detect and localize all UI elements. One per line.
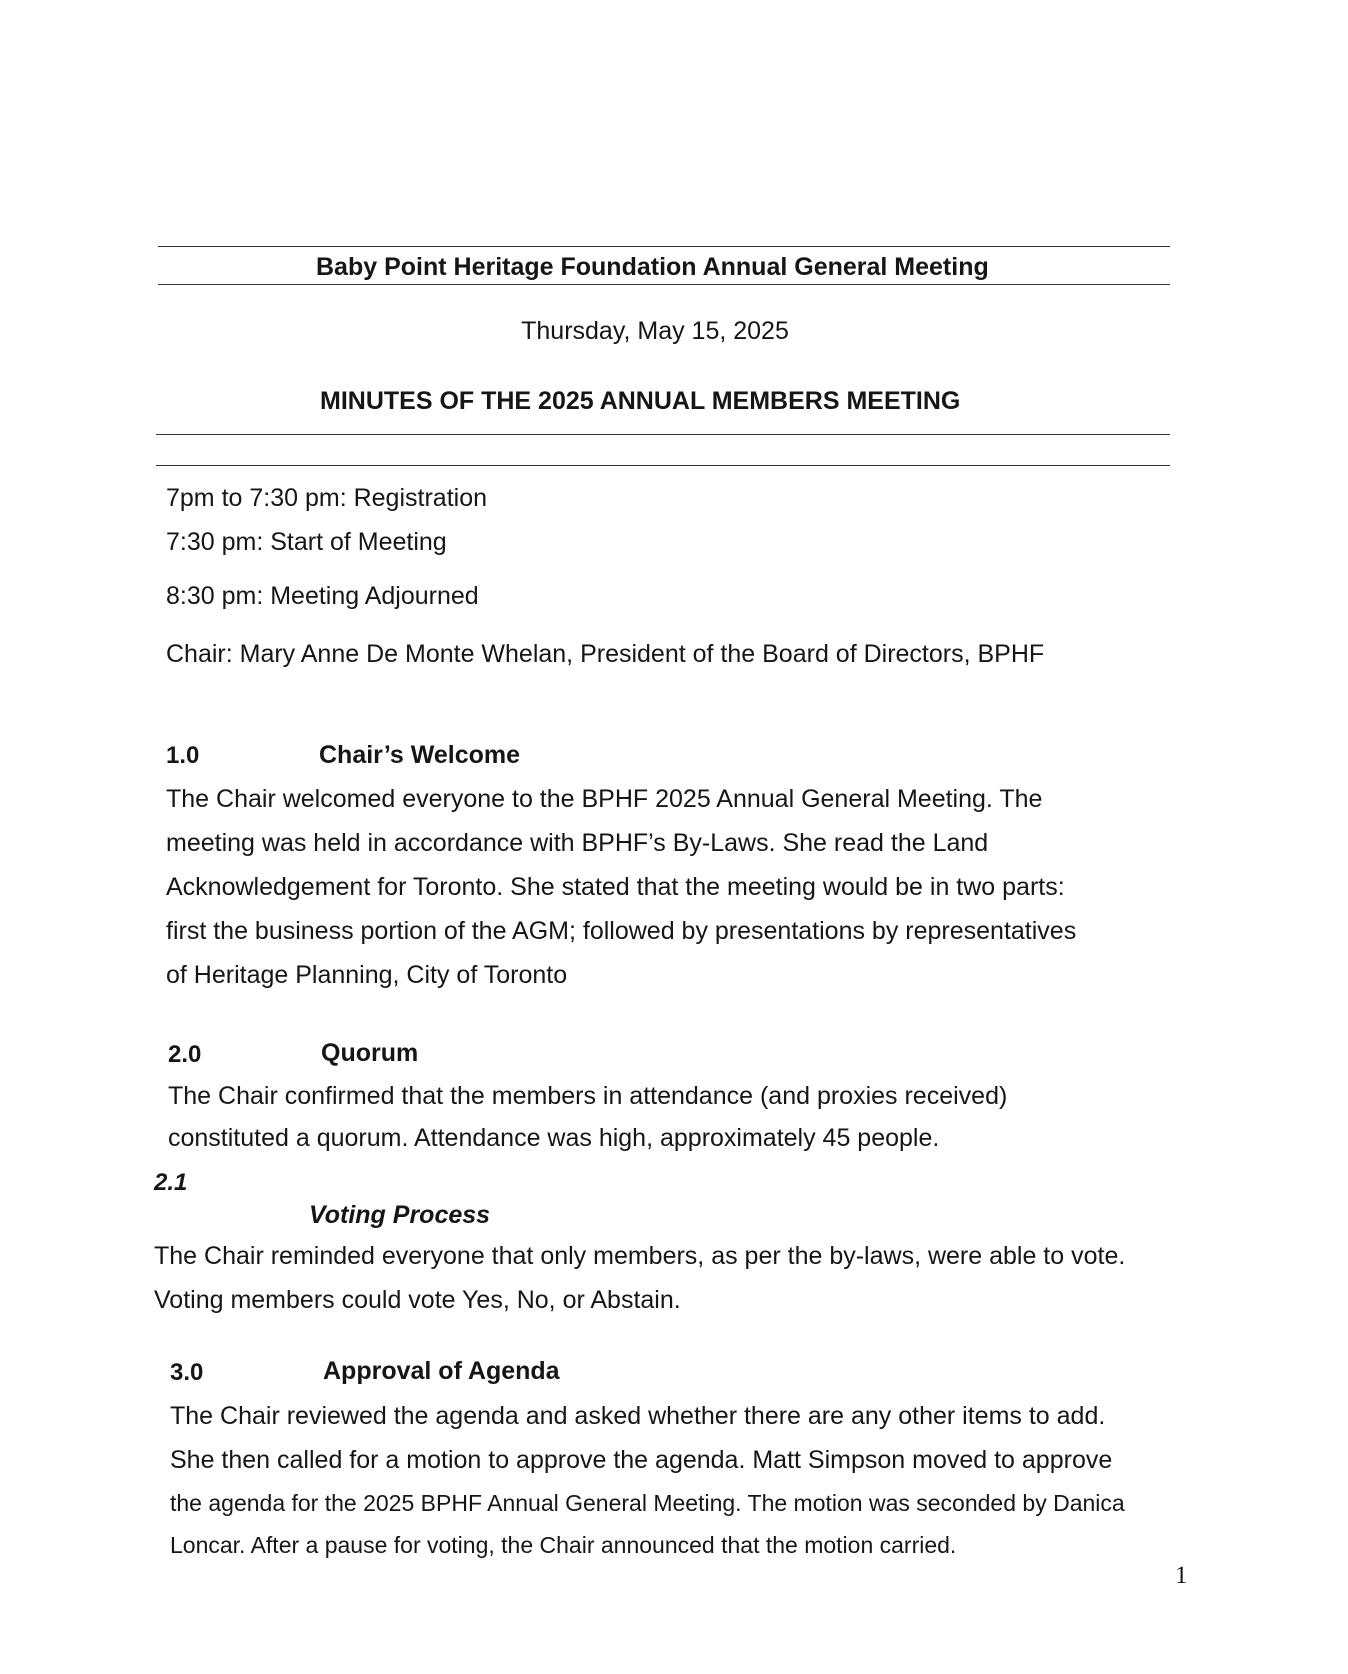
section-number: 1.0 — [166, 742, 200, 769]
paragraph-line: meeting was held in accordance with BPHF’s By-Laws. She read the Land — [166, 829, 989, 857]
section-number: 3.0 — [170, 1359, 204, 1386]
section-paragraph — [154, 1242, 1125, 1330]
schedule-registration: 7pm to 7:30 pm: Registration — [166, 484, 487, 512]
section-number: 2.0 — [168, 1041, 202, 1068]
paragraph-line: The Chair reviewed the agenda and asked whether there are any other items to add. — [170, 1402, 1106, 1430]
page-number: 1 — [1175, 1562, 1188, 1589]
paragraph-line: The Chair confirmed that the members in attendance (and proxies received) — [168, 1082, 1008, 1110]
paragraph-line: Voting members could vote Yes, No, or Abstain. — [154, 1286, 681, 1314]
meeting-date: Thursday, May 15, 2025 — [521, 317, 789, 345]
section-title: Quorum — [321, 1039, 419, 1067]
minutes-rule-2 — [156, 465, 1170, 466]
paragraph-line: Acknowledgement for Toronto. She stated that the meeting would be in two parts: — [166, 873, 1065, 901]
section-paragraph — [166, 785, 1076, 1005]
paragraph-line: The Chair welcomed everyone to the BPHF 2025 Annual General Meeting. The — [166, 785, 1043, 813]
organization-title: Baby Point Heritage Foundation Annual General Meeting — [316, 253, 989, 281]
paragraph-line: The Chair reminded everyone that only members, as per the by-laws, were able to vote. — [154, 1242, 1126, 1270]
paragraph-line: She then called for a motion to approve the agenda. Matt Simpson moved to approve — [170, 1446, 1113, 1474]
schedule-adjourned: 8:30 pm: Meeting Adjourned — [166, 582, 479, 610]
paragraph-line: of Heritage Planning, City of Toronto — [166, 961, 568, 989]
section-paragraph — [170, 1402, 1125, 1574]
minutes-title: MINUTES OF THE 2025 ANNUAL MEMBERS MEETING — [320, 387, 961, 415]
minutes-rule-1 — [156, 434, 1170, 435]
section-title: Chair’s Welcome — [319, 741, 521, 769]
paragraph-line: constituted a quorum. Attendance was high, approximately 45 people. — [168, 1124, 940, 1152]
section-number: 2.1 — [154, 1169, 188, 1196]
paragraph-line: first the business portion of the AGM; followed by presentations by representatives — [166, 917, 1077, 945]
section-title: Approval of Agenda — [323, 1357, 560, 1385]
header-rule-top — [158, 246, 1170, 247]
paragraph-line: Loncar. After a pause for voting, the Chair announced that the motion carried. — [170, 1532, 957, 1558]
section-title: Voting Process — [309, 1201, 491, 1229]
header-rule-bottom — [158, 284, 1170, 285]
section-paragraph — [168, 1082, 1007, 1166]
schedule-start: 7:30 pm: Start of Meeting — [166, 528, 447, 556]
paragraph-line: the agenda for the 2025 BPHF Annual General Meeting. The motion was seconded by Danica — [170, 1490, 1125, 1516]
chair-line: Chair: Mary Anne De Monte Whelan, President of the Board of Directors, BPHF — [166, 640, 1045, 668]
